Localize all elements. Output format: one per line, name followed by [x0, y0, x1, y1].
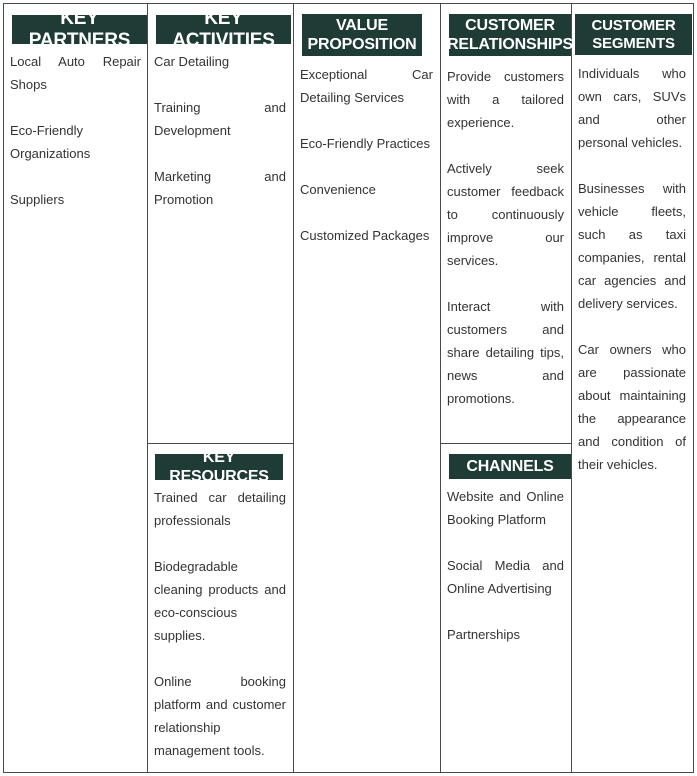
value-proposition-block — [294, 4, 440, 772]
list-item: Individuals who own cars, SUVs and other personal vehicles. — [578, 66, 686, 150]
list-item: Actively seek customer feedback to continuously improve our services. — [447, 161, 564, 268]
key-activities-header — [156, 7, 291, 51]
customer-relationships-title-line1: CUSTOMER — [465, 17, 555, 34]
customer-segments-list — [578, 62, 686, 476]
list-item: Provide customers with a tailored experience. — [447, 69, 564, 130]
list-item: Local Auto Repair Shops — [10, 54, 141, 92]
key-partners-title: KEY PARTNERS — [28, 7, 131, 51]
customer-segments-title-line2: SEGMENTS — [592, 34, 675, 52]
customer-segments-title-line1: CUSTOMER — [591, 16, 676, 34]
list-item: Eco-Friendly Practices — [300, 136, 431, 151]
channels-block — [441, 444, 571, 772]
key-partners-list — [10, 50, 141, 211]
list-item: Convenience — [300, 182, 376, 197]
list-item: Online booking platform and customer relationship management tools. — [154, 674, 286, 758]
list-item: Car Detailing — [154, 54, 230, 69]
list-item: Customized Packages — [300, 228, 430, 243]
customer-segments-header — [575, 14, 692, 55]
list-item: Website and Online Booking Platform — [447, 489, 564, 527]
list-item: Biodegradable cleaning products and eco-conscious supplies. — [154, 559, 286, 643]
channels-list — [447, 485, 564, 646]
list-item: Marketing and Promotion — [154, 169, 286, 207]
list-item: Suppliers — [10, 192, 65, 207]
list-item: Trained car detailing professionals — [154, 490, 286, 528]
list-item: Interact with customers and share detailing tips, news and promotions. — [447, 299, 564, 406]
key-resources-block — [148, 444, 293, 772]
key-activities-title: KEY ACTIVITIES — [172, 7, 275, 51]
value-proposition-list — [300, 63, 433, 247]
key-partners-header — [12, 7, 147, 51]
channels-header — [449, 454, 571, 479]
key-partners-block — [4, 4, 147, 772]
customer-relationships-block — [441, 4, 574, 443]
key-activities-list — [154, 50, 286, 211]
value-proposition-title-line2: PROPOSITION — [307, 36, 417, 53]
list-item: Businesses with vehicle fleets, such as taxi companies, rental car agencies and delivery services. — [578, 181, 686, 311]
customer-relationships-list — [447, 65, 564, 410]
list-item: Social Media and Online Advertising — [447, 558, 564, 596]
list-item: Exceptional Car Detailing Services — [300, 67, 433, 105]
key-resources-list — [154, 486, 286, 762]
key-resources-header — [155, 449, 283, 485]
key-activities-block — [148, 4, 293, 443]
list-item: Eco-Friendly Organizations — [10, 123, 91, 161]
value-proposition-header — [302, 14, 422, 56]
key-resources-title: KEY RESOURCES — [169, 449, 269, 485]
customer-relationships-title-line2: RELATIONSHIPS — [447, 36, 574, 53]
channels-title: CHANNELS — [466, 458, 554, 475]
list-item: Car owners who are passionate about maintaining the appearance and condition of their vehicles. — [578, 342, 686, 472]
list-item: Partnerships — [447, 627, 520, 642]
list-item: Training and Development — [154, 100, 286, 138]
value-proposition-title-line1: VALUE — [335, 17, 389, 34]
customer-relationships-header — [447, 14, 574, 56]
business-model-canvas — [3, 3, 694, 773]
customer-segments-block — [572, 4, 693, 772]
